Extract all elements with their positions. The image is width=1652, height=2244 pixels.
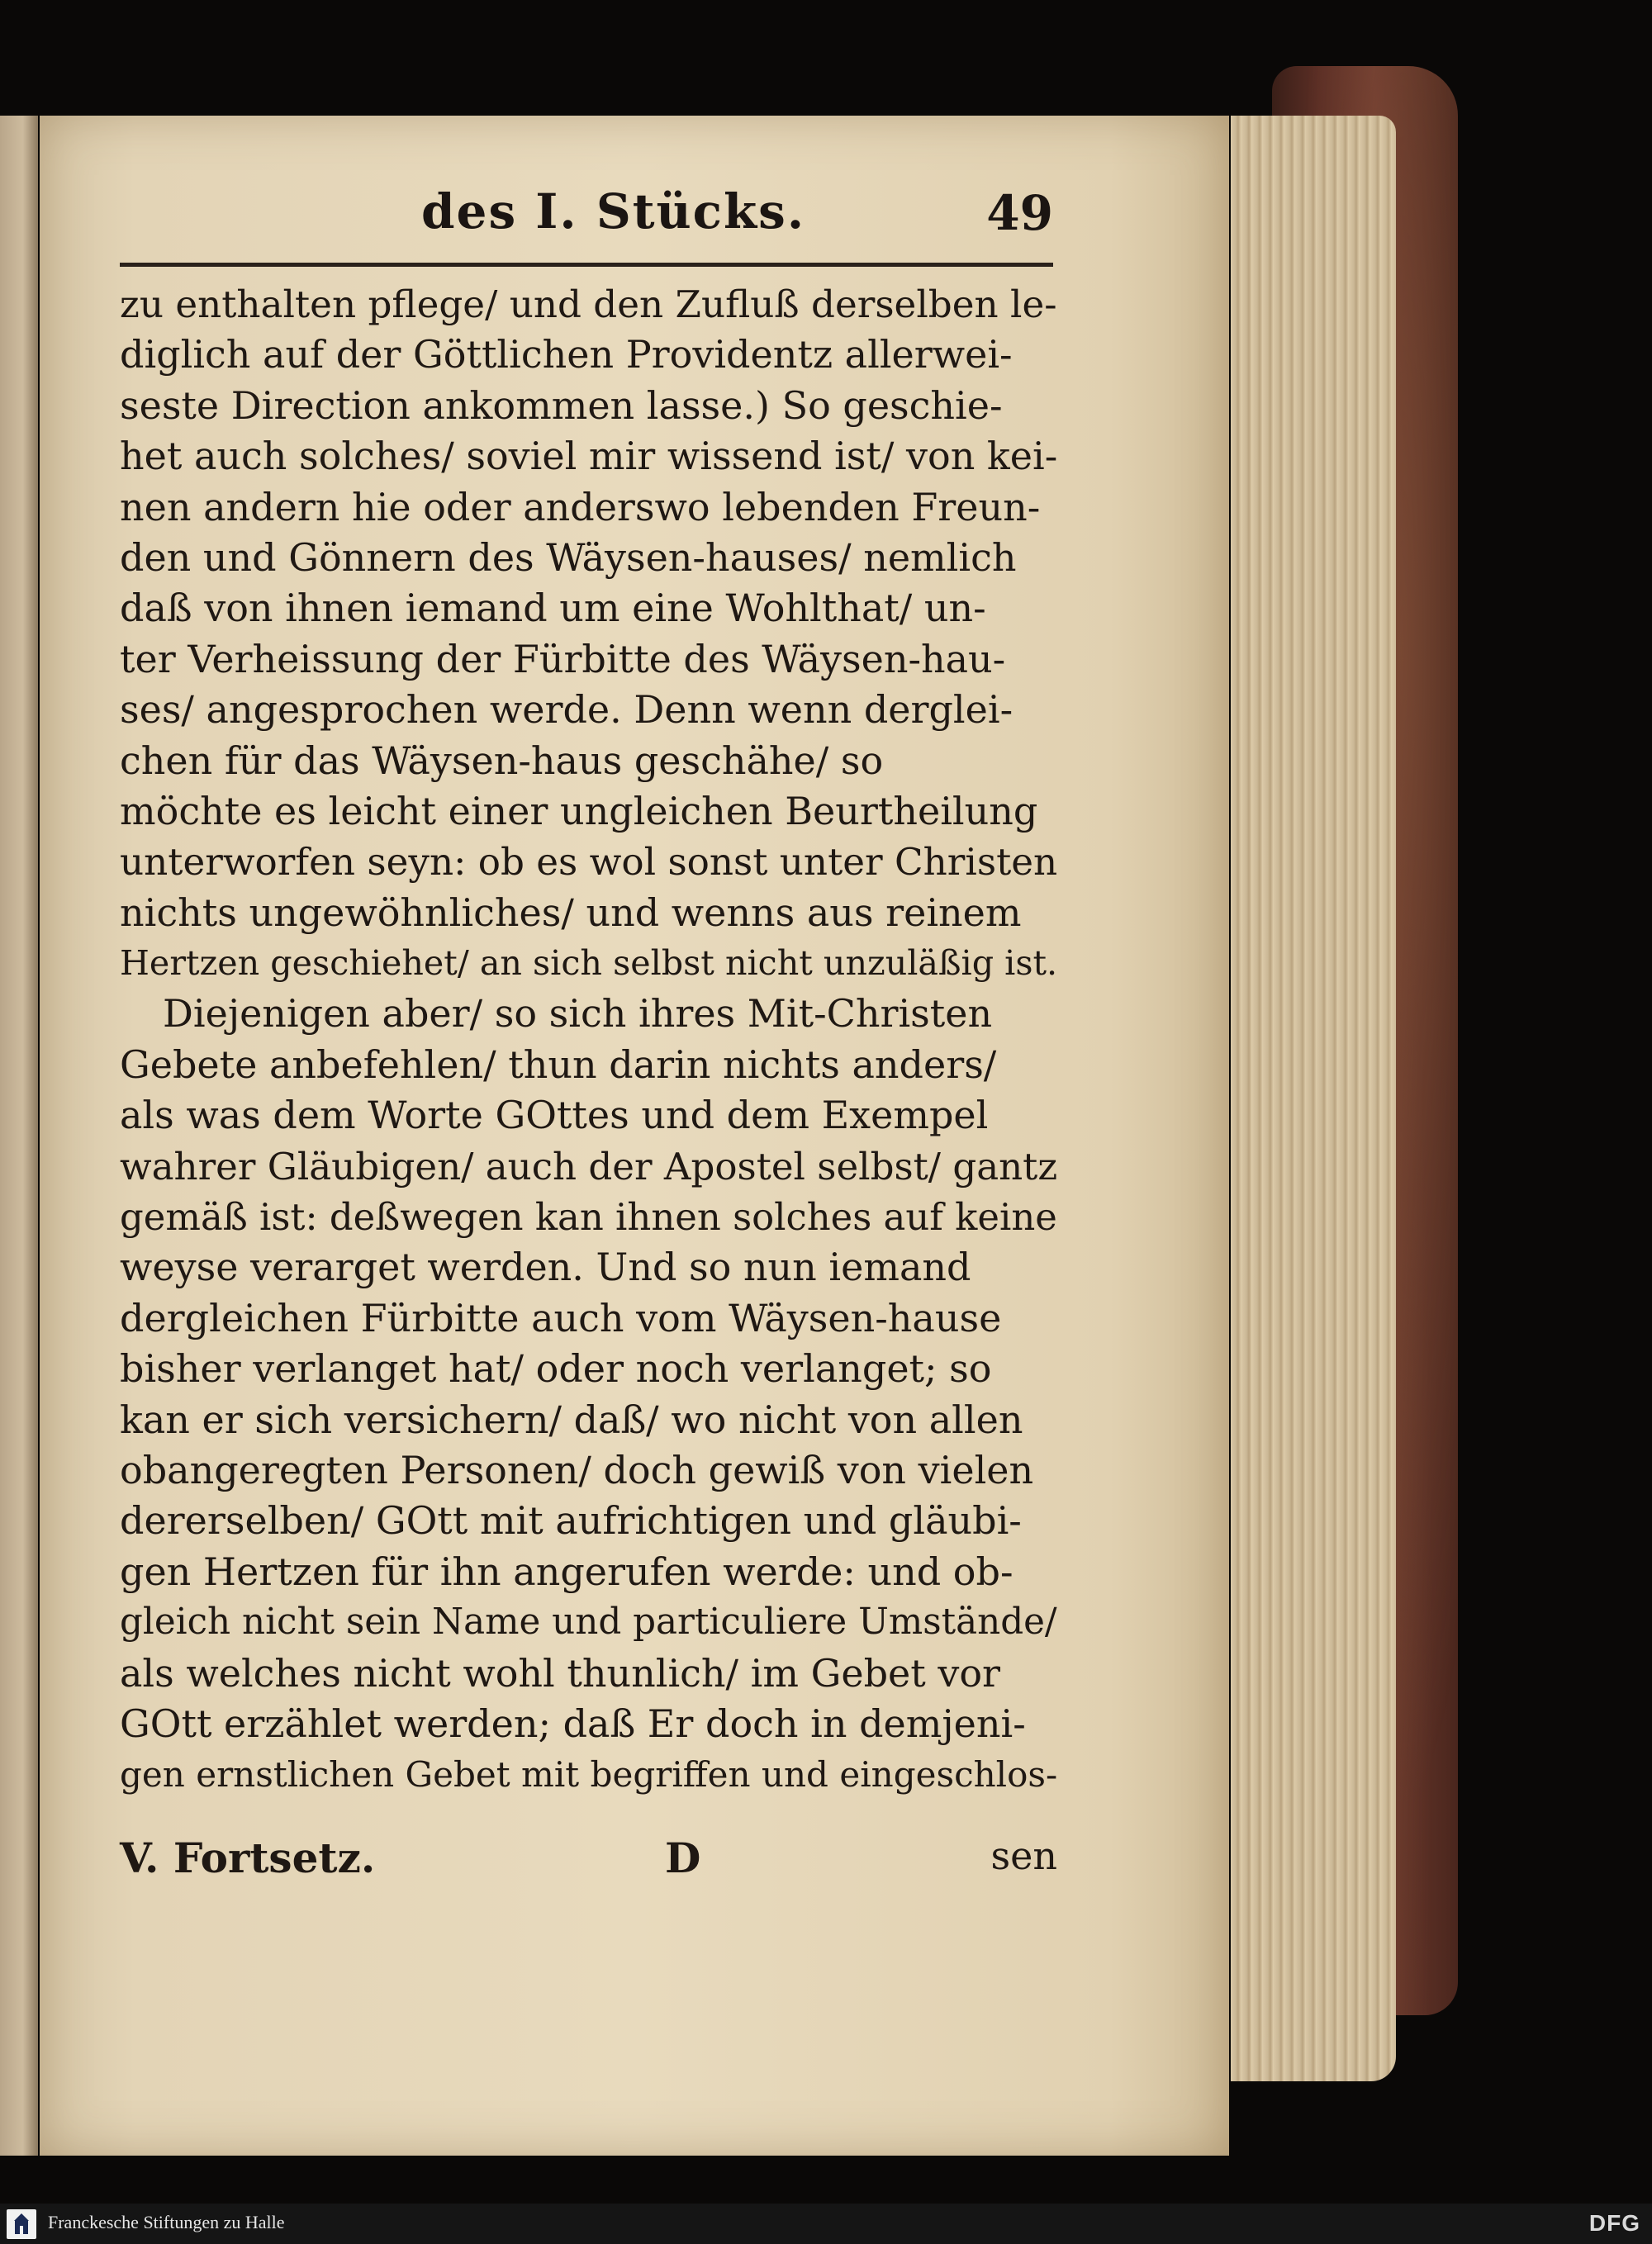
text-line: seste Direction ankommen lasse.) So geschie- [120, 382, 1003, 428]
text-line: kan er sich versichern/ daß/ wo nicht von allen [120, 1397, 1023, 1442]
catchword: sen [990, 1834, 1057, 1878]
text-line: nen andern hie oder anderswo lebenden Freun- [120, 484, 1041, 529]
page-header [120, 183, 1053, 249]
text-line: het auch solches/ soviel mir wissend ist/ von kei- [120, 434, 1057, 479]
text-line: Diejenigen aber/ so sich ihres Mit-Christen [163, 991, 993, 1037]
institution-logo-icon[interactable] [7, 2209, 36, 2239]
text-line: ses/ angesprochen werde. Denn wenn derglei- [120, 687, 1014, 733]
text-line: GOtt erzählet werden; daß Er doch in demjeni- [120, 1701, 1026, 1746]
text-line: weyse verarget werden. Und so nun iemand [120, 1245, 971, 1290]
text-line: möchte es leicht einer ungleichen Beurtheilung [120, 788, 1038, 833]
page-footer [120, 1834, 1057, 1891]
text-line: daß von ihnen iemand um eine Wohlthat/ un- [120, 586, 986, 631]
text-line: dererselben/ GOtt mit aufrichtigen und gläubi- [120, 1498, 1022, 1544]
text-line: chen für das Wäysen-haus geschähe/ so [120, 738, 884, 783]
text-line: bisher verlanget hat/ oder noch verlanget; so [120, 1346, 992, 1392]
text-line: als was dem Worte GOttes und dem Exempel [120, 1093, 989, 1138]
text-line: dergleichen Fürbitte auch vom Wäysen-hause [120, 1295, 1002, 1340]
header-rule [120, 263, 1053, 267]
page-number: 49 [986, 185, 1053, 241]
facing-page-edge [0, 116, 38, 2156]
page-edges [1231, 116, 1396, 2081]
text-line: gen ernstlichen Gebet mit begriffen und eingeschlos- [120, 1754, 1057, 1796]
text-line: nichts ungewöhnliches/ und wenns aus reinem [120, 890, 1022, 935]
signature-mark-label: V. Fortsetz. [120, 1834, 376, 1882]
viewer-bottom-bar [0, 2204, 1652, 2244]
text-line: ter Verheissung der Fürbitte des Wäysen-hau- [120, 636, 1006, 681]
gathering-signature: D [665, 1834, 701, 1882]
text-line: diglich auf der Göttlichen Providentz allerwei- [120, 332, 1013, 377]
body-text [120, 279, 1057, 1800]
text-line: als welches nicht wohl thunlich/ im Gebet vor [120, 1650, 1001, 1696]
text-line: wahrer Gläubigen/ auch der Apostel selbst/ gantz [120, 1144, 1057, 1188]
text-line: gleich nicht sein Name und particuliere Umstände/ [120, 1601, 1057, 1644]
text-line: gemäß ist: deßwegen kan ihnen solches auf keine [120, 1195, 1057, 1240]
text-line: unterworfen seyn: ob es wol sonst unter Christen [120, 840, 1057, 885]
text-line: gen Hertzen für ihn angerufen werde: und ob- [120, 1549, 1014, 1594]
text-line: obangeregten Personen/ doch gewiß von vielen [120, 1447, 1034, 1492]
institution-name[interactable]: Franckesche Stiftungen zu Halle [48, 2212, 285, 2232]
text-line: Hertzen geschiehet/ an sich selbst nicht unzuläßig ist. [120, 943, 1057, 984]
text-line: Gebete anbefehlen/ thun darin nichts anders/ [120, 1041, 997, 1087]
text-line: zu enthalten pflege/ und den Zufluß derselben le- [120, 282, 1057, 326]
building-icon [13, 2213, 30, 2236]
running-head: des I. Stücks. [421, 183, 806, 240]
dfg-logo: DFG [1588, 2210, 1640, 2236]
text-line: den und Gönnern des Wäysen-hauses/ nemlich [120, 534, 1017, 580]
